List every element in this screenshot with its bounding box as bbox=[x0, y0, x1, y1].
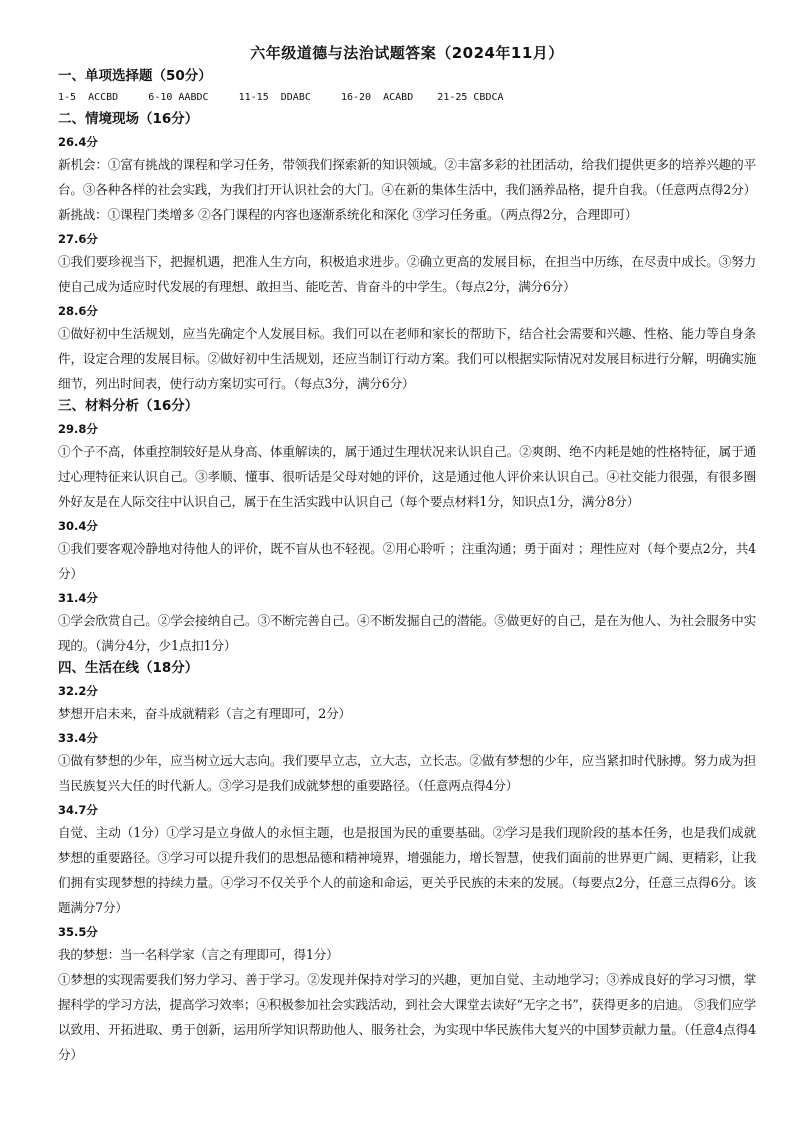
question-26-label: 26.4分 bbox=[58, 135, 98, 149]
question-33-label: 33.4分 bbox=[58, 731, 98, 745]
question-28-label: 28.6分 bbox=[58, 304, 98, 318]
question-29-label: 29.8分 bbox=[58, 422, 98, 436]
question-33-answer: ①做有梦想的少年，应当树立远大志向。我们要早立志，立大志，立长志。②做有梦想的少年，应当紧扣时代脉搏。努力成为担当民族复兴大任的时代新人。③学习是我们成就梦想的重要路径。（任意两点得4分） bbox=[58, 753, 756, 793]
question-30-label: 30.4分 bbox=[58, 519, 98, 533]
section-heading-scenario: 二、情境现场（16分） bbox=[58, 111, 199, 127]
question-31-label: 31.4分 bbox=[58, 591, 98, 605]
section-heading-multiple-choice: 一、单项选择题（50分） bbox=[58, 68, 212, 84]
question-34-answer: 自觉、主动（1分）①学习是立身做人的永恒主题，也是报国为民的重要基础。②学习是我们现阶段的基本任务，也是我们成就梦想的重要路径。③学习可以提升我们的思想品德和精神境界，增强能力，增长智慧，使我们面前的世界更广阔、更精彩，让我们拥有实现梦想的持续力量。④学习不仅关乎个人的前途和命运，更关乎民族的未来的发展。（每要点2分，任意三点得6分。该题满分7分） bbox=[58, 825, 756, 915]
question-28-answer: ①做好初中生活规划，应当先确定个人发展目标。我们可以在老师和家长的帮助下，结合社会需要和兴趣、性格、能力等自身条件，设定合理的发展目标。②做好初中生活规划，还应当制订行动方案。我们可以根据实际情况对发展目标进行分解，明确实施细节，列出时间表，使行动方案切实可行。（每点3分，满分6分） bbox=[58, 326, 756, 391]
section-heading-material-analysis: 三、材料分析（16分） bbox=[58, 398, 199, 414]
page-title: 六年级道德与法治试题答案（2024年11月） bbox=[250, 44, 564, 62]
section-heading-life-online: 四、生活在线（18分） bbox=[58, 660, 199, 676]
question-32-label: 32.2分 bbox=[58, 684, 98, 698]
question-32-answer: 梦想开启未来，奋斗成就精彩（言之有理即可，2分） bbox=[58, 706, 351, 721]
question-27-label: 27.6分 bbox=[58, 232, 98, 246]
question-27-answer: ①我们要珍视当下，把握机遇，把准人生方向，积极追求进步。②确立更高的发展目标，在担当中历练，在尽责中成长。③努力使自己成为适应时代发展的有理想、敢担当、能吃苦、肯奋斗的中学生。（每点2分，满分6分） bbox=[58, 254, 756, 294]
question-31-answer: ①学会欣赏自己。②学会接纳自己。③不断完善自己。④不断发掘自己的潜能。⑤做更好的自己，是在为他人、为社会服务中实现的。（满分4分，少1点扣1分） bbox=[58, 613, 756, 653]
question-35-dream-line: 我的梦想：当一名科学家（言之有理即可，得1分） bbox=[58, 947, 339, 962]
multiple-choice-answers: 1-5 ACCBD 6-10 AABDC 11-15 DDABC 16-20 ACABD 21-25 CBDCA bbox=[58, 92, 504, 103]
question-26-answer: 新机会：①富有挑战的课程和学习任务，带领我们探索新的知识领域。②丰富多彩的社团活动，给我们提供更多的培养兴趣的平台。③各种各样的社会实践，为我们打开认识社会的大门。④在新的集体生活中，我们涵养品格，提升自我。（任意两点得2分）新挑战：①课程门类增多 ②各门课程的内容也逐渐系统化和深化 ③学习任务重。（两点得2分，合理即可） bbox=[58, 157, 756, 222]
question-29-answer: ①个子不高，体重控制较好是从身高、体重解读的，属于通过生理状况来认识自己。②爽朗、绝不内耗是她的性格特征，属于通过心理特征来认识自己。③孝顺、懂事、很听话是父母对她的评价，这是通过他人评价来认识自己。④社交能力很强，有很多圈外好友是在人际交往中认识自己，属于在生活实践中认识自己（每个要点材料1分，知识点1分，满分8分） bbox=[58, 444, 756, 509]
question-30-answer: ①我们要客观冷静地对待他人的评价，既不盲从也不轻视。②用心聆听 ；注重沟通；勇于面对 ；理性应对（每个要点2分，共4分） bbox=[58, 541, 756, 581]
question-35-answer: ①梦想的实现需要我们努力学习、善于学习。②发现并保持对学习的兴趣，更加自觉、主动地学习；③养成良好的学习习惯，掌握科学的学习方法，提高学习效率；④积极参加社会实践活动，到社会大课堂去读好“无字之书”，获得更多的启迪。 ⑤我们应学以致用、开拓进取、勇于创新，运用所学知识帮助他人、服务社会，为实现中华民族伟大复兴的中国梦贡献力量。（任意4点得4分） bbox=[58, 972, 756, 1062]
question-34-label: 34.7分 bbox=[58, 803, 98, 817]
question-35-label: 35.5分 bbox=[58, 925, 98, 939]
